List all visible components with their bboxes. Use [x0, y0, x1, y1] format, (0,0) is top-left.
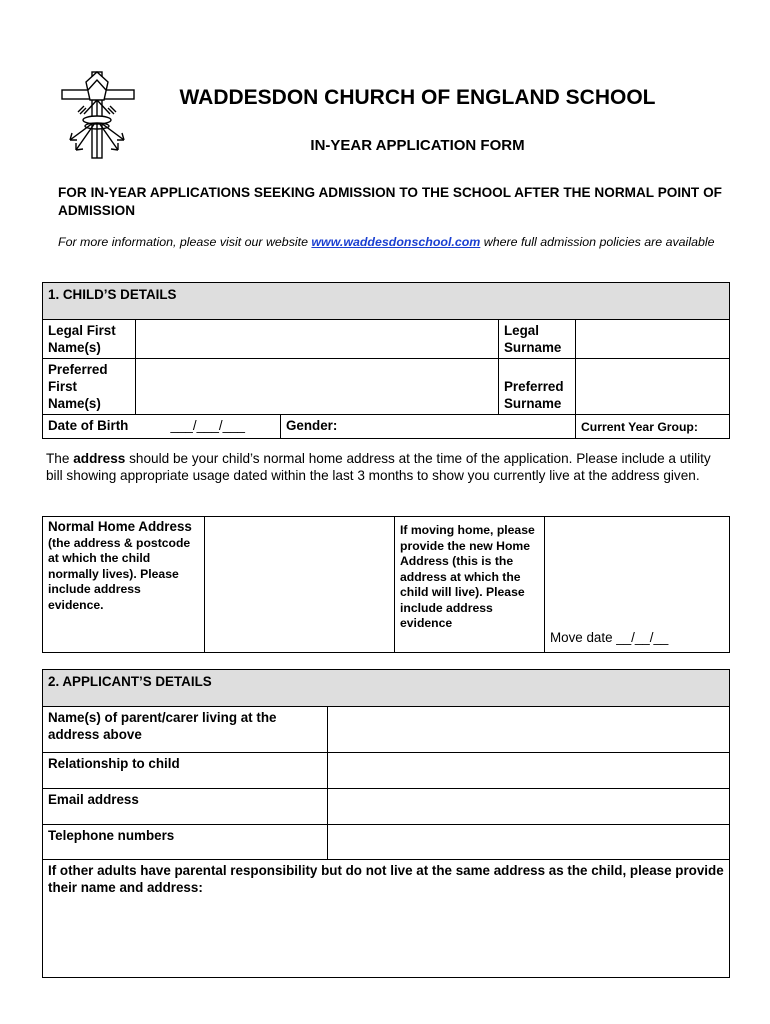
gender-field[interactable]	[499, 415, 576, 439]
telephone-field[interactable]	[328, 825, 730, 860]
preferred-surname-label: Preferred Surname	[499, 359, 576, 415]
normal-home-address-label: Normal Home Address (the address & postcode at which the child normally lives). Please include address evidence.	[43, 517, 205, 653]
website-link[interactable]: www.waddesdonschool.com	[311, 235, 481, 249]
year-group-label[interactable]: Current Year Group:	[576, 415, 730, 439]
childs-details-table	[42, 282, 730, 439]
legal-first-name-field[interactable]	[136, 320, 499, 359]
dob-label: Date of Birth	[43, 415, 136, 439]
relationship-field[interactable]	[328, 753, 730, 789]
parent-names-label: Name(s) of parent/carer living at the address above	[43, 707, 328, 753]
preferred-first-name-label: Preferred First Name(s)	[43, 359, 136, 415]
info-text	[58, 234, 728, 250]
address-word: address	[73, 451, 126, 466]
other-adults-field[interactable]: If other adults have parental responsibility but do not live at the same address as the child, please provide their name and address:	[43, 860, 730, 978]
telephone-label: Telephone numbers	[43, 825, 328, 860]
move-date-field[interactable]: Move date __/__/__	[545, 517, 730, 653]
gender-label: Gender:	[281, 415, 499, 439]
email-label: Email address	[43, 789, 328, 825]
legal-first-name-label: Legal First Name(s)	[43, 320, 136, 359]
parent-names-field[interactable]	[328, 707, 730, 753]
childs-details-header: 1. CHILD’S DETAILS	[43, 283, 730, 320]
form-title: IN-YEAR APPLICATION FORM	[310, 137, 525, 154]
intro-heading: FOR IN-YEAR APPLICATIONS SEEKING ADMISSION TO THE SCHOOL AFTER THE NORMAL POINT OF ADMISSION	[58, 185, 722, 218]
applicant-details-header: 2. APPLICANT’S DETAILS	[43, 670, 730, 707]
relationship-label: Relationship to child	[43, 753, 328, 789]
email-field[interactable]	[328, 789, 730, 825]
normal-home-address-field[interactable]	[205, 517, 395, 653]
info-suffix: where full admission policies are available	[480, 235, 715, 249]
preferred-surname-field[interactable]	[576, 359, 730, 415]
address-table	[42, 516, 730, 653]
address-note: The address should be your child’s normal home address at the time of the application. Please include a utility bill showing appropriate usage dated within the last 3 months to show you currently live at the address given.	[46, 451, 711, 483]
legal-surname-field[interactable]	[576, 320, 730, 359]
applicant-details-table	[42, 669, 730, 978]
legal-surname-label: Legal Surname	[499, 320, 576, 359]
dob-field[interactable]: ___/___/___	[136, 415, 281, 439]
preferred-first-name-field[interactable]	[136, 359, 499, 415]
cross-crest-icon	[58, 70, 138, 162]
school-name: WADDESDON CHURCH OF ENGLAND SCHOOL	[179, 86, 656, 109]
info-prefix: For more information, please visit our website	[58, 235, 312, 249]
new-home-address-label: If moving home, please provide the new Home Address (this is the address at which the child will live). Please include address evidence	[395, 517, 545, 653]
